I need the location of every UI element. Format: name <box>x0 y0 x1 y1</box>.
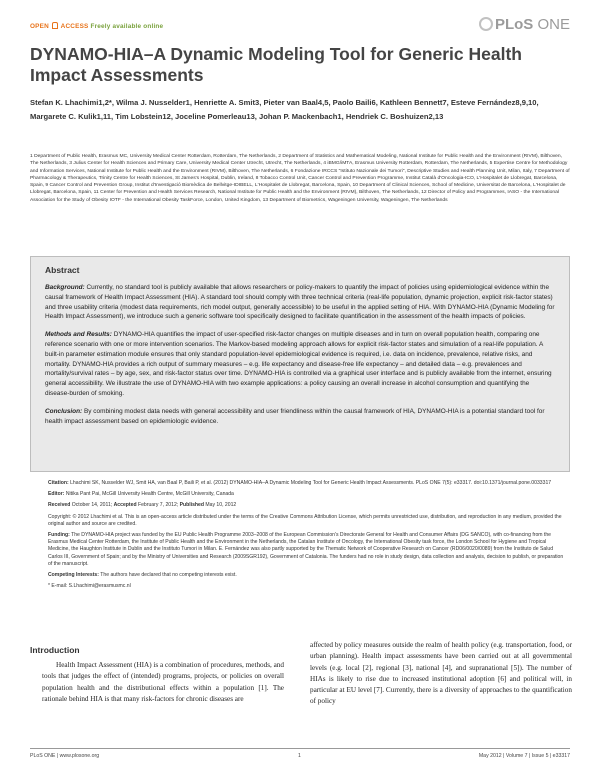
abstract-background: Background: Currently, no standard tool is publicly available that allows researchers or policy-makers to quantify the impact of policies using epidemiological evidence within the causal framework of Health Impact Assessment (HIA). A standard tool should comply with three technical criteria (real-life population, dynamic projection, explicit risk-factor states) and three usability criteria (modest data requirements, rich model output, generally accessible) to be useful in the applied setting of HIA. With DYNAMO-HIA (Dynamic Modeling for Health Impact Assessment), we introduce such a generic software tool specifically designed to facilitate quantification in the assessment of the health impacts of policies. <box>45 284 555 321</box>
introduction-heading: Introduction <box>30 645 80 655</box>
one-logo-text: ONE <box>537 16 570 33</box>
plos-one-logo <box>479 16 570 33</box>
open-label: OPEN <box>30 23 49 30</box>
access-label: ACCESS <box>60 23 89 30</box>
open-access-banner <box>30 22 163 30</box>
editor: Editor: Nitika Pant Pai, McGill University Health Centre, McGill University, Canada <box>48 491 234 498</box>
plos-logo-icon <box>479 17 493 31</box>
abstract-conclusion: Conclusion: By combining modest data needs with general accessibility and user friendliness within the causal framework of HIA, DYNAMO-HIA is a potential standard tool for health impact assessment based on epidemiologic evidence. <box>45 407 545 425</box>
funding: Funding: The DYNAMO-HIA project was funded by the EU Public Health Programme 2003–2008 of the European Commission's Directorate General for Health and Consumer Affairs (DG SANCO), with co-financing from the Erasmus Medical Center Rotterdam, the Institute of Public Health and the Environment in the Netherlands, the Catalan Institute of Oncology, the International Obesity task force, the London School for Hygiene and Tropical Medicine, the Haughton Institute in Dublin and the Instituto Tumori in Milan. E. Fernández was also partly supported by the Thematic Network of Cooperative Research on Cancer (RD06/0020/0089) from the Instituto de Salud Carlos III, Government of Spain; and by the Ministry of Universities and Research (2009SGR192), Government of Catalonia. The funders had no role in study design, data collection and analysis, decision to publish, or preparation of the manuscript. <box>48 532 564 567</box>
abstract-methods: Methods and Results: DYNAMO-HIA quantifies the impact of user-specified risk-factor changes on multiple diseases and in turn on overall population health, comparing one reference scenario with one or more intervention scenarios. The Markov-based modeling approach allows for explicit risk-factor states and simulation of a real-life population. A built-in parameter estimation module ensures that only standard population-level epidemiological evidence is required, i.e. data on incidence, prevalence, relative risks, and mortality. DYNAMO-HIA provides a rich output of summary measures – e.g. life expectancy and disease-free life expectancy – and detailed data – e.g. prevalences and mortality/survival rates – by age, sex, and risk-factor status over time. DYNAMO-HIA is controlled via a graphical user interface and is publicly available from the internet, ensuring general accessibility. We illustrate the use of DYNAMO-HIA with two example applications: a policy causing an overall increase in alcohol consumption and quantifying the disease-burden of smoking. <box>45 331 552 397</box>
footer-issue: May 2012 | Volume 7 | Issue 5 | e33317 <box>478 753 570 759</box>
plos-logo-text: PLoS <box>494 16 534 33</box>
journal-header <box>30 16 570 38</box>
freely-available-label: Freely available online <box>90 23 164 30</box>
introduction-column-1: Health Impact Assessment (HIA) is a combination of procedures, methods, and tools that judges the effect of (intended) programs, projects, or policies on overall population health and the distributional effects within a population [1]. The rationale behind HIA is that many risk-factors for chronic diseases are <box>42 661 284 703</box>
corresponding-email[interactable]: * E-mail: S.Lhachimi@erasmusmc.nl <box>48 583 131 590</box>
article-metadata <box>48 480 568 594</box>
open-access-lock-icon <box>52 22 58 29</box>
affiliations: 1 Department of Public Health, Erasmus MC, University Medical Center Rotterdam, Rotterdam, The Netherlands, 2 Department of Statistics and Mathematical Modeling, National Institute for Public Health and the Environment (RIVM), Bilthoven, The Netherlands, 3 Julius Center for Health Sciences and Primary Care, University Medical Center Utrecht, Utrecht, The Netherlands, 4 iBMG/iMTA, Erasmus University Rotterdam, Rotterdam, The Netherlands, 5 Expertise Centre for Methodology and Information Services, National Institute for Public Health and the Environment (RIVM), Bilthoven, The Netherlands, 6 Fondazione IRCCS "Istituto Nazionale dei Tumori", Descriptive Studies and Health Planning Unit, Milan, Italy, 7 Department of Pharmacology & Therapeutics, Trinity Centre for Health Sciences, St James's Hospital, Dublin, Ireland, 8 Tobacco Control Unit, Cancer Control and Prevention Programme, Institut Català d'Oncologia-ICO, L'Hospitalet de Llobregat, Barcelona, Spain, 9 Cancer Control and Prevention Group, Institut d'Investigació Biomèdica de Bellvitge-IDIBELL, L'Hospitalet de Llobregat, Barcelona, Spain, 10 Department of Clinical Sciences, School of Medicine, Universitat de Barcelona, L'Hospitalet de Llobregat, Barcelona, Spain, 11 Center for Prevention and Health Services Research, National Institute for Public Health and the Environment (RIVM), Bilthoven, The Netherlands, 12 Director of Policy and Programmes, IASO - the International Association for the Study of Obesity IOTF - the International Obesity TaskForce, London, United Kingdom, 13 Department of Biometrics, Wageningen University, Wageningen, The Netherlands <box>30 154 570 203</box>
abstract-heading: Abstract <box>45 265 80 275</box>
citation: Citation: Lhachimi SK, Nusselder WJ, Smit HA, van Baal P, Baili P, et al. (2012) DYNAMO-HIA–A Dynamic Modeling Tool for Generic Health Impact Assessments. PLoS ONE 7(5): e33317. doi:10.1371/journal.pone.0033317 <box>48 480 552 486</box>
authors-text: Stefan K. Lhachimi1,2*, Wilma J. Nusselder1, Henriette A. Smit3, Pieter van Baal4,5, Paolo Baili6, Kathleen Bennett7, Esteve Fernández8,9,10, Margarete C. Kulik1,11, Tim Lobstein12, Joceline Pomerleau13, Johan P. Mackenbach1, Hendriek C. Boshuizen2,13 <box>30 98 539 121</box>
copyright: Copyright: © 2012 Lhachimi et al. This is an open-access article distributed under the terms of the Creative Commons Attribution License, which permits unrestricted use, distribution, and reproduction in any medium, provided the original author and source are credited. <box>48 513 562 527</box>
abstract-box <box>30 256 570 472</box>
page-number: 1 <box>298 753 301 759</box>
author-list <box>30 96 570 123</box>
page-footer <box>30 748 570 762</box>
introduction-column-2: affected by policy measures outside the realm of health policy (e.g. transportation, food, or urban planning). Health impact assessments have been carried out at all governmental levels (e.g. local [2], regional [3], national [4], and supranational [5]). The number of HIAs is likely to rise due to increased institutional adoption [6] and political will, in particular at EU level [7]. Currently, there is a diversity of approaches to the quantification of policy <box>310 641 572 706</box>
article-title: DYNAMO-HIA–A Dynamic Modeling Tool for Generic Health Impact Assessments <box>30 44 522 85</box>
competing-interests: Competing Interests: The authors have declared that no competing interests exist. <box>48 572 237 579</box>
dates: Received October 14, 2011; Accepted February 7, 2012; Published May 10, 2012 <box>48 502 237 509</box>
footer-journal[interactable]: PLoS ONE | www.plosone.org <box>30 753 100 759</box>
